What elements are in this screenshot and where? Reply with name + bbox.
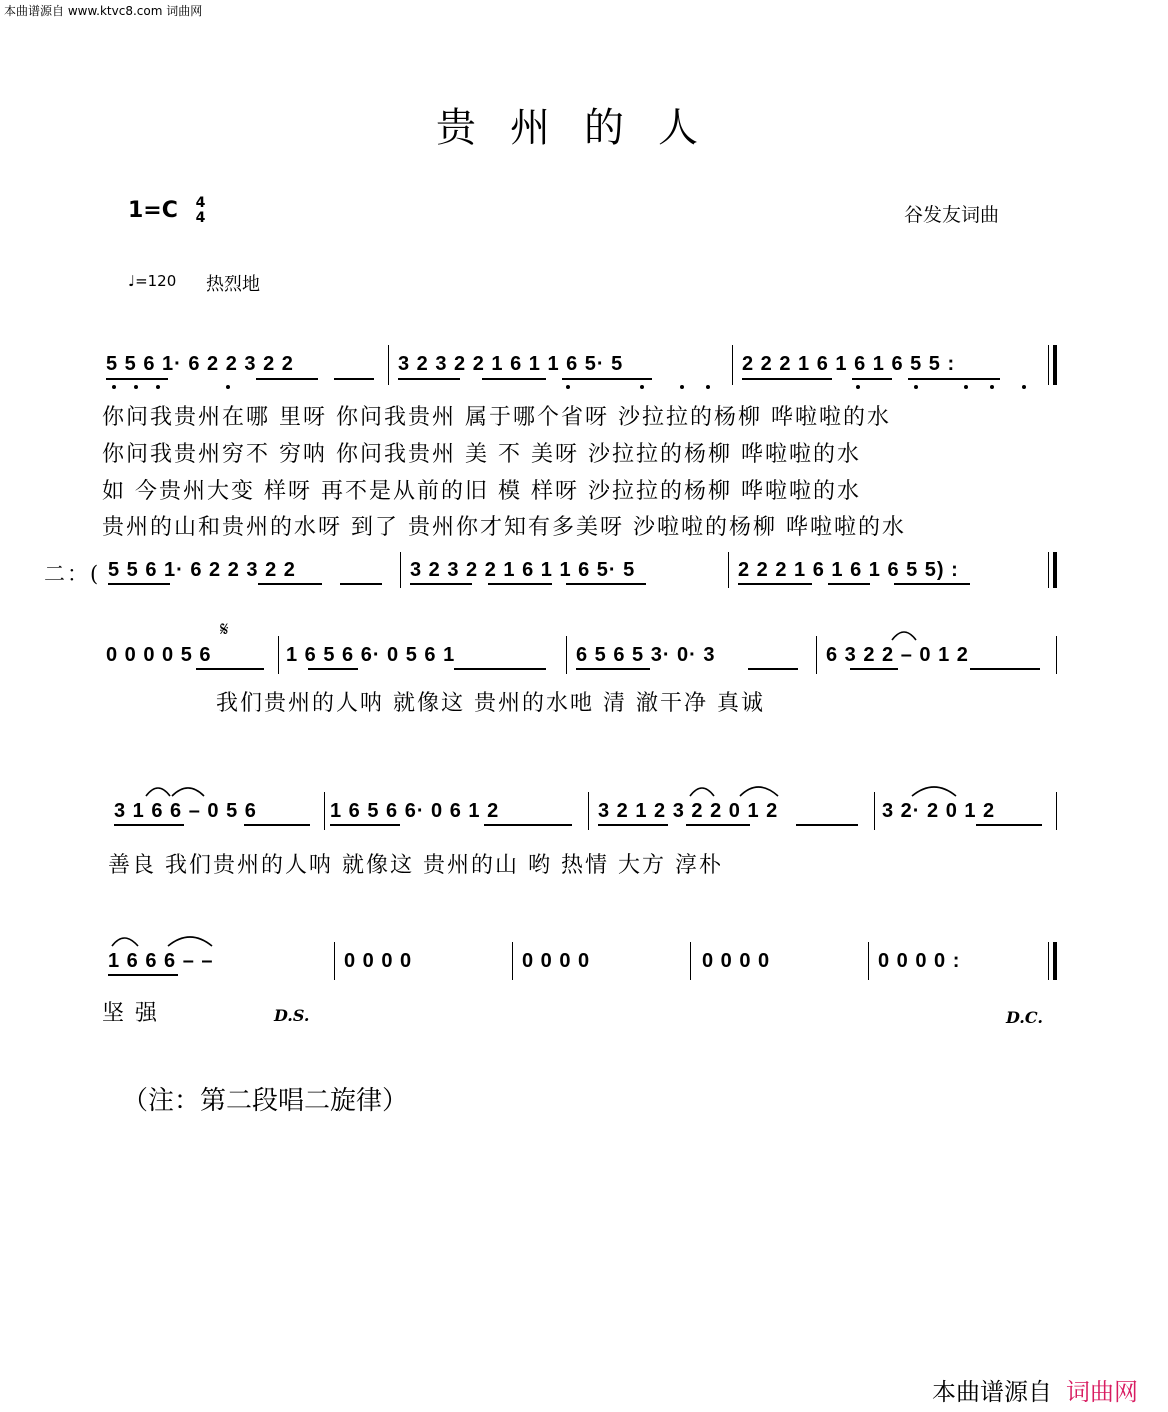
author-credit: 谷发友词曲 xyxy=(904,204,1000,226)
measure-notes: 0 0 0 0 xyxy=(344,950,413,972)
measure-notes: 0 0 0 0 : xyxy=(878,950,961,972)
time-signature-top: 4 xyxy=(195,195,206,211)
slur xyxy=(168,937,212,946)
measure-notes: 3 2 3 2 2 1 6 1 1 6 5· 5 xyxy=(398,353,624,375)
verse-3: 如 今贵州大变 样呀 再不是从前的旧 模 样呀 沙拉拉的杨柳 哗啦啦的水 xyxy=(102,479,861,504)
lyric-line: 我们贵州的人呐 就像这 贵州的水吔 清 澈干净 真诚 xyxy=(216,691,765,716)
slur xyxy=(912,787,956,796)
measure-notes: 5 5 6 1· 6 2 2 3 2 2 xyxy=(108,559,296,581)
measure-notes: 0 0 0 0 xyxy=(522,950,591,972)
measure-notes: 2 2 2 1 6 1 6 1 6 5 5) : xyxy=(738,559,959,581)
bottom-watermark-source: 本曲谱源自 xyxy=(932,1378,1052,1406)
measure-notes: 5 5 6 1· 6 2 2 3 2 2 xyxy=(106,353,294,375)
slur xyxy=(690,788,714,796)
verse-4: 贵州的山和贵州的水呀 到了 贵州你才知有多美呀 沙啦啦的杨柳 哗啦啦的水 xyxy=(102,515,906,540)
slur xyxy=(172,788,204,796)
da-capo-mark: D.C. xyxy=(1006,1008,1043,1027)
measure-notes: 3 1 6 6 – 0 5 6 xyxy=(114,800,257,822)
measure-notes: 0 0 0 0 xyxy=(702,950,771,972)
slur xyxy=(112,938,138,946)
lyric-line: 坚 强 xyxy=(102,1001,159,1026)
measure-notes: 3 2 3 2 2 1 6 1 1 6 5· 5 xyxy=(410,559,636,581)
segno-sign: 𝄋 xyxy=(220,617,229,641)
lyric-line: 善良 我们贵州的人呐 就像这 贵州的山 哟 热情 大方 淳朴 xyxy=(108,853,723,878)
top-watermark: 本曲谱源自 www.ktvc8.com 词曲网 xyxy=(4,4,203,18)
melody-two-label: 二：( xyxy=(44,562,101,586)
measure-notes: 1 6 6 6 – – xyxy=(108,950,214,972)
measure-notes: 0 0 0 0 5 6 xyxy=(106,644,212,666)
footnote: （注：第二段唱二旋律） xyxy=(122,1086,409,1116)
measure-notes: 1 6 5 6 6· 0 5 6 1 xyxy=(286,644,456,666)
measure-notes: 2 2 2 1 6 1 6 1 6 5 5 : xyxy=(742,353,956,375)
slur xyxy=(740,787,778,796)
bottom-watermark-site: 词曲网 xyxy=(1066,1378,1138,1406)
tempo-expression: 热烈地 xyxy=(206,274,260,295)
tempo-marking: ♩=120 xyxy=(128,272,177,290)
measure-notes: 3 2 1 2 3 2 2 0 1 2 xyxy=(598,800,779,822)
measure-notes: 3 2· 2 0 1 2 xyxy=(882,800,996,822)
measure-notes: 1 6 5 6 6· 0 6 1 2 xyxy=(330,800,500,822)
verse-1: 你问我贵州在哪 里呀 你问我贵州 属于哪个省呀 沙拉拉的杨柳 哗啦啦的水 xyxy=(102,405,891,430)
slur xyxy=(146,788,170,796)
measure-notes: 6 5 6 5 3· 0· 3 xyxy=(576,644,716,666)
key-label: 1=C xyxy=(128,198,178,223)
verse-2: 你问我贵州穷不 穷呐 你问我贵州 美 不 美呀 沙拉拉的杨柳 哗啦啦的水 xyxy=(102,442,861,467)
bottom-watermark xyxy=(932,1372,1138,1407)
measure-notes: 6 3 2 2 – 0 1 2 xyxy=(826,644,969,666)
dal-segno-mark: D.S. xyxy=(274,1006,310,1025)
time-signature-bottom: 4 xyxy=(195,210,206,226)
slur xyxy=(892,632,916,640)
song-title: 贵州的人 xyxy=(436,105,732,151)
